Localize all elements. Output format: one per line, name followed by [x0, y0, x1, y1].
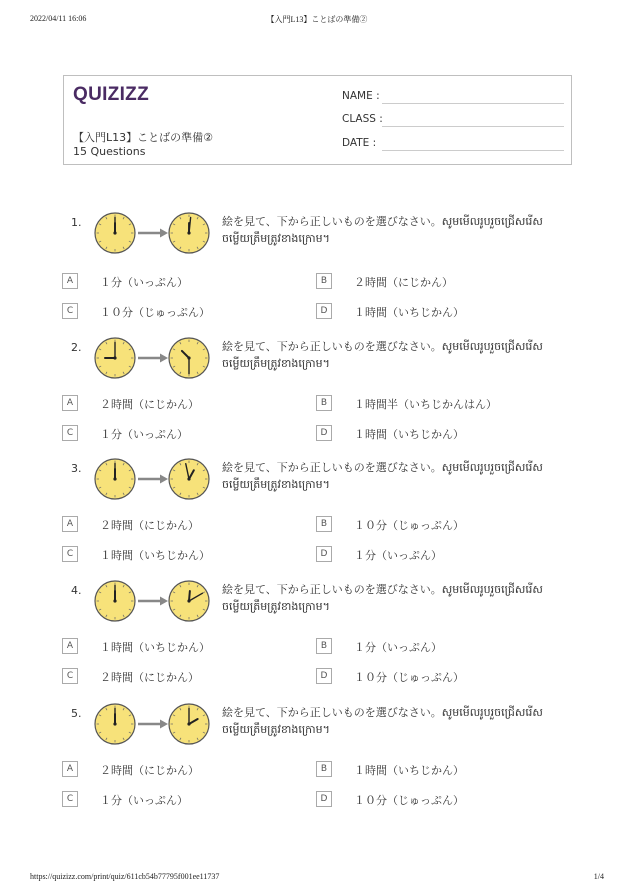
clock-center	[187, 722, 190, 725]
arrow-right-icon	[138, 229, 168, 238]
arrow-right-icon	[138, 475, 168, 484]
option-letter: A	[62, 273, 78, 289]
clock-center	[187, 231, 190, 234]
option-letter: C	[62, 546, 78, 562]
option-text: １０分（じゅっぷん）	[354, 519, 464, 532]
quizizz-logo: QUIZIZZ	[73, 84, 149, 105]
clock-icon	[169, 213, 209, 253]
option-text: ２時間（にじかん）	[100, 519, 199, 532]
question-text: 絵を見て、下から正しいものを選びなさい。សូមមើលរូបរួចជ្រើសរើសចម្លើយត្រឹមត្រូវខាងក្រោម។	[222, 461, 543, 491]
option-letter: A	[62, 395, 78, 411]
print-title: 【入門L13】ことばの準備②	[266, 15, 368, 24]
print-header	[30, 14, 604, 28]
quiz-title: 【入門L13】ことばの準備②	[73, 131, 213, 144]
option-letter: B	[316, 395, 332, 411]
quiz-header-box	[63, 75, 572, 165]
option-letter: D	[316, 425, 332, 441]
question-count: 15 Questions	[73, 145, 146, 158]
clock-center	[187, 356, 190, 359]
class-field	[342, 113, 564, 129]
option-text: ２時間（にじかん）	[100, 398, 199, 411]
option-text: ２時間（にじかん）	[100, 764, 199, 777]
clock-illustration	[94, 209, 210, 255]
arrow-head	[160, 229, 168, 238]
clock-icon	[169, 704, 209, 744]
question-number: 4.	[71, 584, 82, 597]
clock-icon	[95, 338, 135, 378]
question-5	[60, 700, 580, 810]
clock-icon	[95, 459, 135, 499]
clock-center	[113, 722, 116, 725]
question-4	[60, 577, 580, 687]
clock-center	[113, 599, 116, 602]
option-text: １時間（いちじかん）	[100, 641, 210, 654]
option-text: １分（いっぷん）	[354, 549, 442, 562]
print-datetime: 2022/04/11 16:06	[30, 14, 87, 23]
option-text: １時間（いちじかん）	[354, 428, 464, 441]
option-letter: D	[316, 546, 332, 562]
question-text: 絵を見て、下から正しいものを選びなさい。សូមមើលរូបរួចជ្រើសរើសចម្លើយត្រឹមត្រូវខាងក្រោម។	[222, 215, 543, 245]
option-letter: C	[62, 425, 78, 441]
question-text: 絵を見て、下から正しいものを選びなさい。សូមមើលរូបរួចជ្រើសរើសចម្លើយត្រឹមត្រូវខាងក្រោម។	[222, 340, 543, 370]
question-1	[60, 209, 580, 319]
class-label: CLASS :	[342, 113, 383, 125]
arrow-head	[160, 475, 168, 484]
question-text: 絵を見て、下から正しいものを選びなさい。សូមមើលរូបរួចជ្រើសរើសចម្លើយត្រឹមត្រូវខាងក្រោម។	[222, 706, 543, 736]
page-number: 1/4	[593, 872, 604, 881]
question-2	[60, 334, 580, 444]
option-text: １時間（いちじかん）	[354, 764, 464, 777]
option-text: ２時間（にじかん）	[100, 671, 199, 684]
clock-icon	[95, 704, 135, 744]
option-text: １０分（じゅっぷん）	[354, 794, 464, 807]
print-footer	[30, 872, 604, 884]
clock-icon	[95, 581, 135, 621]
option-text: １分（いっぷん）	[100, 794, 188, 807]
question-text: 絵を見て、下から正しいものを選びなさい。សូមមើលរូបរួចជ្រើសរើសចម្លើយត្រឹមត្រូវខាងក្រោម។	[222, 583, 543, 613]
date-field	[342, 137, 564, 153]
clock-icon	[169, 338, 209, 378]
clock-illustration	[94, 455, 210, 501]
option-text: １分（いっぷん）	[354, 641, 442, 654]
name-label: NAME :	[342, 90, 380, 102]
option-letter: B	[316, 638, 332, 654]
option-text: １時間（いちじかん）	[354, 306, 464, 319]
option-letter: C	[62, 791, 78, 807]
name-field	[342, 90, 564, 106]
clock-illustration	[94, 334, 210, 380]
option-letter: A	[62, 516, 78, 532]
option-letter: A	[62, 638, 78, 654]
option-letter: D	[316, 791, 332, 807]
option-letter: C	[62, 668, 78, 684]
clock-illustration	[94, 700, 210, 746]
clock-center	[113, 477, 116, 480]
clock-center	[187, 599, 190, 602]
option-text: １０分（じゅっぷん）	[100, 306, 210, 319]
option-letter: D	[316, 668, 332, 684]
option-letter: D	[316, 303, 332, 319]
clock-center	[113, 356, 116, 359]
question-number: 3.	[71, 462, 82, 475]
option-text: １時間半（いちじかんはん）	[354, 398, 497, 411]
option-text: １０分（じゅっぷん）	[354, 671, 464, 684]
date-label: DATE :	[342, 137, 377, 149]
question-3	[60, 455, 580, 565]
option-letter: A	[62, 761, 78, 777]
clock-icon	[95, 213, 135, 253]
clock-center	[187, 477, 190, 480]
name-line	[382, 103, 564, 104]
question-number: 1.	[71, 216, 82, 229]
option-text: １分（いっぷん）	[100, 276, 188, 289]
arrow-right-icon	[138, 597, 168, 606]
clock-center	[113, 231, 116, 234]
arrow-head	[160, 720, 168, 729]
option-text: １分（いっぷん）	[100, 428, 188, 441]
option-text: １時間（いちじかん）	[100, 549, 210, 562]
arrow-head	[160, 354, 168, 363]
arrow-head	[160, 597, 168, 606]
option-text: ２時間（にじかん）	[354, 276, 453, 289]
option-letter: B	[316, 516, 332, 532]
option-letter: C	[62, 303, 78, 319]
clock-illustration	[94, 577, 210, 623]
question-number: 2.	[71, 341, 82, 354]
question-number: 5.	[71, 707, 82, 720]
option-letter: B	[316, 761, 332, 777]
print-url: https://quizizz.com/print/quiz/611cb54b77795f001ee11737	[30, 872, 220, 881]
date-line	[382, 150, 564, 151]
class-line	[382, 126, 564, 127]
arrow-right-icon	[138, 720, 168, 729]
clock-icon	[169, 581, 209, 621]
arrow-right-icon	[138, 354, 168, 363]
option-letter: B	[316, 273, 332, 289]
clock-icon	[169, 459, 209, 499]
